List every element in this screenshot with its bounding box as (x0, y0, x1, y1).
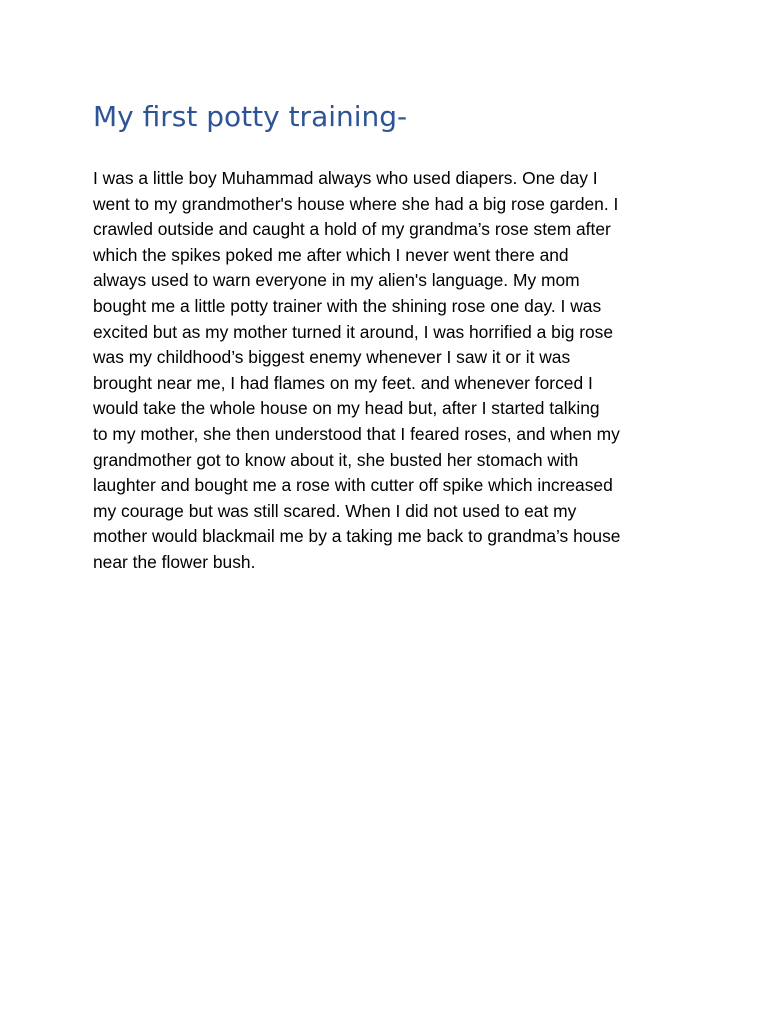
document-body (93, 166, 693, 576)
body-line: crawled outside and caught a hold of my grandma’s rose stem after (93, 219, 611, 240)
body-line: near the flower bush. (93, 551, 256, 572)
body-line: grandmother got to know about it, she busted her stomach with (93, 449, 579, 470)
body-line: excited but as my mother turned it around, I was horrified a big rose (93, 321, 614, 342)
body-line: I was a little boy Muhammad always who used diapers. One day I (93, 168, 598, 188)
body-line: bought me a little potty trainer with the shining rose one day. I was (93, 295, 602, 316)
body-line: was my childhood’s biggest enemy whenever I saw it or it was (93, 347, 571, 368)
body-line: which the spikes poked me after which I never went there and (93, 244, 569, 265)
body-line: laughter and bought me a rose with cutter off spike which increased (93, 475, 613, 496)
body-line: mother would blackmail me by a taking me back to grandma’s house (93, 526, 621, 547)
body-line: would take the whole house on my head but, after I started talking (93, 398, 600, 419)
body-line: went to my grandmother's house where she had a big rose garden. I (93, 193, 619, 214)
body-line: to my mother, she then understood that I feared roses, and when my (93, 423, 620, 444)
body-line: my courage but was still scared. When I did not used to eat my (93, 500, 577, 521)
body-line: brought near me, I had flames on my feet. and whenever forced I (93, 372, 593, 393)
document-title: My first potty training- (93, 100, 408, 133)
body-line: always used to warn everyone in my alien's language. My mom (93, 270, 580, 291)
